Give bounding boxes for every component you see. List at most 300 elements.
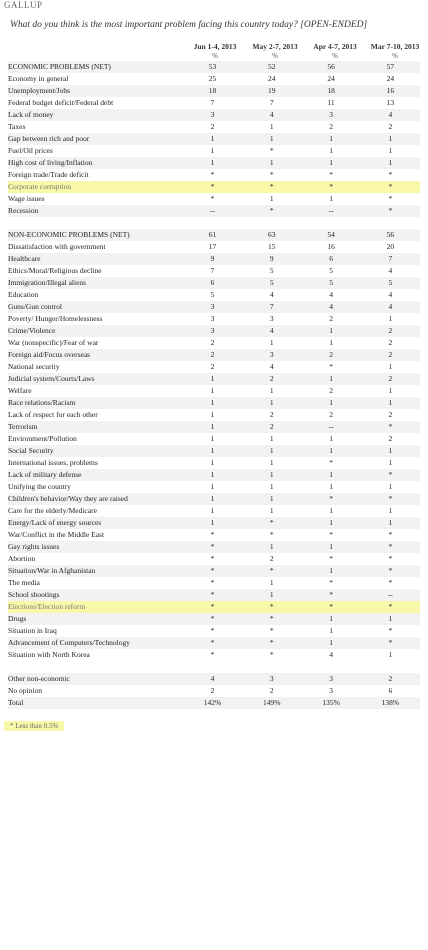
cell-value: 1 — [329, 518, 333, 527]
cell-value: * — [388, 494, 393, 503]
cell-value: 1 — [329, 158, 333, 167]
cell-value: 4 — [329, 290, 333, 299]
cell-value: * — [388, 578, 393, 587]
table-row — [8, 265, 420, 277]
cell-value: 1 — [210, 410, 215, 419]
row-label: Drugs — [8, 614, 27, 623]
row-label: Guns/Gun control — [8, 302, 62, 311]
table-row — [8, 505, 420, 517]
table-row — [8, 409, 420, 421]
cell-value: * — [269, 638, 274, 647]
cell-value: * — [329, 362, 333, 371]
row-label: Lack of money — [8, 110, 54, 119]
row-label: Foreign trade/Trade deficit — [8, 170, 89, 179]
row-label: Social Security — [8, 446, 54, 455]
cell-value: 1 — [388, 458, 393, 467]
cell-value: -- — [328, 422, 334, 431]
cell-value: 18 — [327, 86, 335, 95]
cell-value: * — [329, 602, 333, 611]
unit-label: % — [332, 52, 338, 60]
cell-value: 1 — [269, 542, 274, 551]
cell-value: 2 — [329, 350, 333, 359]
col-header-2: May 2-7, 2013 — [252, 42, 298, 51]
cell-value: 2 — [329, 314, 333, 323]
cell-value: * — [210, 614, 215, 623]
cell-value: 7 — [388, 254, 393, 263]
cell-value: 1 — [388, 614, 393, 623]
row-label: Children's behavior/Way they are raised — [8, 494, 128, 503]
cell-value: 1 — [210, 506, 215, 515]
cell-value: * — [269, 170, 274, 179]
cell-value: 15 — [268, 242, 276, 251]
cell-value: 1 — [269, 590, 274, 599]
cell-value: 1 — [329, 614, 333, 623]
row-label: Crime/Violence — [8, 326, 56, 335]
row-label: War/Conflict in the Middle East — [8, 530, 105, 539]
cell-value: 2 — [388, 374, 393, 383]
table-row — [8, 349, 420, 361]
row-label: Situation with North Korea — [8, 650, 90, 659]
cell-value: 13 — [386, 98, 395, 107]
cell-value: * — [388, 194, 393, 203]
cell-value: 5 — [388, 278, 393, 287]
cell-value: * — [329, 578, 333, 587]
cell-value: * — [388, 422, 393, 431]
cell-value: 5 — [269, 278, 274, 287]
table-row — [8, 601, 420, 613]
cell-value: * — [329, 182, 333, 191]
cell-value: 2 — [210, 338, 215, 347]
table-row — [8, 361, 420, 373]
cell-value: 17 — [208, 242, 217, 251]
column-headers — [8, 42, 428, 51]
cell-value: 4 — [388, 290, 393, 299]
cell-value: 24 — [327, 74, 335, 83]
cell-value: 2 — [388, 326, 393, 335]
table-row — [8, 373, 420, 385]
row-label: Corporate corruption — [8, 182, 72, 191]
cell-value: 1 — [329, 638, 333, 647]
cell-value: * — [269, 602, 274, 611]
cell-value: 1 — [329, 326, 333, 335]
row-label: Unifying the country — [8, 482, 71, 491]
cell-value: 1 — [329, 542, 333, 551]
cell-value: 2 — [210, 362, 215, 371]
row-label: Unemployment/Jobs — [8, 86, 71, 95]
cell-value: 2 — [388, 434, 393, 443]
cell-value: 1 — [269, 482, 274, 491]
cell-value: * — [269, 206, 274, 215]
row-label: Situation in Iraq — [8, 626, 57, 635]
table-row — [8, 385, 420, 397]
table-row — [8, 193, 420, 205]
cell-value: 135% — [322, 698, 340, 707]
cell-value: -- — [210, 206, 216, 215]
cell-value: 16 — [327, 242, 335, 251]
row-label: Wage issues — [8, 194, 45, 203]
cell-value: 2 — [329, 122, 333, 131]
cell-value: * — [210, 578, 215, 587]
row-label: National security — [8, 362, 60, 371]
cell-value: 149% — [263, 698, 281, 707]
cell-value: 1 — [269, 158, 274, 167]
cell-value: 1 — [388, 506, 393, 515]
cell-value: 1 — [388, 398, 393, 407]
cell-value: 142% — [203, 698, 222, 707]
cell-value: 1 — [329, 434, 333, 443]
cell-value: 4 — [329, 302, 333, 311]
row-label: Education — [8, 290, 39, 299]
cell-value: 4 — [388, 266, 393, 275]
cell-value: * — [210, 626, 215, 635]
table-row — [8, 337, 420, 349]
cell-value: 5 — [210, 290, 215, 299]
row-label: War (nonspecific)/Fear of war — [8, 338, 99, 347]
cell-value: * — [329, 590, 333, 599]
cell-value: * — [388, 566, 393, 575]
cell-value: 11 — [327, 98, 335, 107]
cell-value: * — [210, 542, 215, 551]
cell-value: -- — [387, 590, 393, 599]
cell-value: * — [329, 554, 333, 563]
cell-value: 56 — [327, 62, 335, 71]
cell-value: 4 — [210, 674, 215, 683]
cell-value: * — [329, 170, 333, 179]
cell-value: 2 — [329, 386, 333, 395]
col-header-1: Jun 1-4, 2013 — [193, 42, 237, 51]
cell-value: 1 — [388, 518, 393, 527]
cell-value: 2 — [210, 122, 215, 131]
cell-value: 2 — [388, 350, 393, 359]
cell-value: * — [329, 494, 333, 503]
cell-value: 1 — [329, 446, 333, 455]
table-row — [8, 565, 420, 577]
cell-value: 1 — [210, 386, 215, 395]
cell-value: * — [388, 554, 393, 563]
cell-value: 1 — [388, 482, 393, 491]
row-label: The media — [8, 578, 40, 587]
table-row — [8, 109, 420, 121]
cell-value: 1 — [388, 314, 393, 323]
cell-value: * — [210, 638, 215, 647]
cell-value: 7 — [210, 266, 215, 275]
row-label: Immigration/Illegal aliens — [8, 278, 87, 287]
cell-value: 1 — [210, 158, 215, 167]
cell-value: 2 — [329, 410, 333, 419]
row-label: Foreign aid/Focus overseas — [8, 350, 91, 359]
cell-value: * — [210, 602, 215, 611]
cell-value: 1 — [210, 134, 215, 143]
cell-value: * — [269, 146, 274, 155]
row-label: No opinion — [8, 686, 42, 695]
cell-value: * — [269, 650, 274, 659]
unit-label: % — [212, 52, 218, 60]
cell-value: 1 — [269, 506, 274, 515]
cell-value: 3 — [210, 110, 215, 119]
cell-value: 1 — [269, 134, 274, 143]
cell-value: 1 — [329, 134, 333, 143]
cell-value: * — [388, 530, 393, 539]
table-row — [8, 73, 420, 85]
cell-value: * — [210, 566, 215, 575]
table-row — [8, 253, 420, 265]
cell-value: 3 — [269, 674, 274, 683]
cell-value: 1 — [329, 506, 333, 515]
cell-value: 5 — [329, 266, 333, 275]
cell-value: * — [388, 602, 393, 611]
cell-value: * — [269, 518, 274, 527]
cell-value: 57 — [386, 62, 395, 71]
unit-label: % — [392, 52, 398, 60]
cell-value: 1 — [388, 362, 393, 371]
cell-value: 2 — [388, 674, 393, 683]
cell-value: 61 — [208, 230, 217, 239]
cell-value: * — [210, 194, 215, 203]
cell-value: * — [269, 530, 274, 539]
cell-value: 1 — [388, 446, 393, 455]
cell-value: 16 — [386, 86, 395, 95]
row-label: International issues, problems — [8, 458, 98, 467]
cell-value: 1 — [269, 578, 274, 587]
cell-value: 1 — [210, 422, 215, 431]
table-row — [8, 637, 420, 649]
table-row — [8, 169, 420, 181]
cell-value: 19 — [268, 86, 276, 95]
cell-value: 4 — [269, 362, 274, 371]
table-row — [8, 625, 420, 637]
cell-value: 3 — [269, 350, 274, 359]
cell-value: 1 — [210, 482, 215, 491]
row-label: Terrorism — [8, 422, 38, 431]
cell-value: 1 — [329, 146, 333, 155]
table-row — [8, 481, 420, 493]
cell-value: 1 — [210, 374, 215, 383]
cell-value: 6 — [210, 278, 215, 287]
cell-value: -- — [328, 206, 334, 215]
cell-value: * — [388, 542, 393, 551]
cell-value: 2 — [210, 686, 215, 695]
cell-value: 1 — [329, 374, 333, 383]
row-label: Elections/Election reform — [8, 602, 86, 611]
table-row — [8, 301, 420, 313]
cell-value: * — [388, 170, 393, 179]
row-label: Gap between rich and poor — [8, 134, 90, 143]
cell-value: 1 — [210, 398, 215, 407]
cell-value: 1 — [269, 446, 274, 455]
row-label: School shootings — [8, 590, 60, 599]
cell-value: * — [388, 638, 393, 647]
row-label: Situation/War in Afghanistan — [8, 566, 96, 575]
cell-value: 3 — [269, 314, 274, 323]
table-row — [8, 493, 420, 505]
cell-value: * — [388, 470, 393, 479]
table-row — [8, 517, 420, 529]
cell-value: 1 — [269, 338, 274, 347]
unit-label: % — [272, 52, 278, 60]
col-header-3: Apr 4-7, 2013 — [313, 42, 357, 51]
cell-value: 1 — [269, 398, 274, 407]
table-row — [8, 421, 420, 433]
cell-value: 63 — [268, 230, 276, 239]
row-label: Advancement of Computers/Technology — [8, 638, 130, 647]
cell-value: 5 — [269, 266, 274, 275]
cell-value: * — [269, 614, 274, 623]
cell-value: 4 — [269, 326, 274, 335]
cell-value: * — [388, 206, 393, 215]
cell-value: * — [210, 170, 215, 179]
row-label: Gay rights issues — [8, 542, 60, 551]
cell-value: 2 — [269, 554, 274, 563]
cell-value: 1 — [210, 470, 215, 479]
cell-value: 56 — [386, 230, 395, 239]
row-label: Federal budget deficit/Federal debt — [8, 98, 114, 107]
cell-value: 2 — [210, 350, 215, 359]
cell-value: 2 — [269, 422, 274, 431]
gallup-logo: GALLUP — [4, 0, 43, 10]
table-row — [8, 121, 420, 133]
cell-value: 1 — [329, 482, 333, 491]
cell-value: 1 — [329, 470, 333, 479]
row-label: Welfare — [8, 386, 32, 395]
cell-value: 1 — [269, 494, 274, 503]
row-label: Fuel/Oil prices — [8, 146, 53, 155]
row-label: Energy/Lack of energy sources — [8, 518, 102, 527]
cell-value: 2 — [269, 410, 274, 419]
cell-value: 2 — [388, 122, 393, 131]
row-label: Care for the elderly/Medicare — [8, 506, 97, 515]
row-label: Ethics/Moral/Religious decline — [8, 266, 102, 275]
cell-value: 1 — [210, 446, 215, 455]
table-row — [8, 85, 420, 97]
cell-value: 4 — [269, 110, 274, 119]
cell-value: 9 — [269, 254, 274, 263]
cell-value: 138% — [381, 698, 400, 707]
table-row — [8, 325, 420, 337]
cell-value: 3 — [210, 326, 215, 335]
cell-value: 1 — [269, 122, 274, 131]
cell-value: 1 — [388, 134, 393, 143]
cell-value: 7 — [269, 302, 274, 311]
cell-value: * — [210, 650, 215, 659]
row-label: Economy in general — [8, 74, 69, 83]
cell-value: 4 — [269, 290, 274, 299]
cell-value: 1 — [210, 494, 215, 503]
table-row — [8, 205, 420, 217]
table-row — [8, 313, 420, 325]
cell-value: 24 — [268, 74, 276, 83]
table-row — [8, 277, 420, 289]
row-label: Abortion — [8, 554, 36, 563]
cell-value: 4 — [329, 650, 333, 659]
row-label: Environment/Pollution — [8, 434, 77, 443]
table-row — [8, 589, 420, 601]
table-row — [8, 397, 420, 409]
cell-value: 2 — [269, 686, 274, 695]
row-label: Race relations/Racism — [8, 398, 76, 407]
cell-value: 1 — [210, 458, 215, 467]
cell-value: * — [329, 530, 333, 539]
row-label: Taxes — [8, 122, 26, 131]
cell-value: 4 — [388, 110, 393, 119]
cell-value: * — [210, 590, 215, 599]
table-row — [8, 433, 420, 445]
section-gap — [0, 661, 428, 673]
table-row — [8, 97, 420, 109]
row-label: Poverty/ Hunger/Homelessness — [8, 314, 103, 323]
question-text: What do you think is the most important problem facing this country today? [OPEN-ENDED] — [10, 20, 368, 30]
cell-value: 3 — [329, 110, 333, 119]
table-row — [8, 649, 420, 661]
cell-value: 18 — [208, 86, 217, 95]
cell-value: 1 — [329, 566, 333, 575]
cell-value: 24 — [386, 74, 395, 83]
table-row — [8, 229, 420, 241]
cell-value: 1 — [388, 158, 393, 167]
cell-value: * — [269, 626, 274, 635]
section-gap — [0, 217, 428, 229]
cell-value: 5 — [329, 278, 333, 287]
table-row — [8, 157, 420, 169]
cell-value: 25 — [208, 74, 217, 83]
cell-value: 1 — [329, 338, 333, 347]
table-row — [8, 577, 420, 589]
cell-value: * — [210, 530, 215, 539]
row-label: Judicial system/Courts/Laws — [8, 374, 95, 383]
cell-value: 1 — [329, 194, 333, 203]
col-header-4: Mar 7-10, 2013 — [370, 42, 420, 51]
cell-value: 1 — [269, 434, 274, 443]
table-row — [8, 445, 420, 457]
table-row — [8, 613, 420, 625]
row-label: Lack of respect for each other — [8, 410, 98, 419]
row-label: High cost of living/Inflation — [8, 158, 93, 167]
cell-value: 3 — [329, 674, 333, 683]
cell-value: 52 — [268, 62, 276, 71]
cell-value: * — [388, 182, 393, 191]
table-row — [8, 553, 420, 565]
cell-value: * — [329, 458, 333, 467]
cell-value: 2 — [388, 338, 393, 347]
table-row — [8, 469, 420, 481]
cell-value: 3 — [210, 314, 215, 323]
cell-value: 2 — [388, 410, 393, 419]
cell-value: 9 — [210, 254, 215, 263]
row-label: Other non-economic — [8, 674, 70, 683]
cell-value: * — [269, 182, 274, 191]
row-label: Total — [8, 698, 24, 707]
cell-value: 1 — [210, 434, 215, 443]
cell-value: 20 — [386, 242, 395, 251]
cell-value: * — [210, 182, 215, 191]
table-row — [8, 181, 420, 193]
cell-value: 6 — [329, 254, 333, 263]
table-row — [8, 529, 420, 541]
cell-value: 1 — [329, 626, 333, 635]
table-row — [8, 541, 420, 553]
table-row — [8, 697, 420, 709]
cell-value: 1 — [269, 458, 274, 467]
cell-value: * — [269, 566, 274, 575]
cell-value: 6 — [388, 686, 393, 695]
cell-value: 7 — [269, 98, 274, 107]
row-label: NON-ECONOMIC PROBLEMS (NET) — [8, 230, 130, 239]
cell-value: 1 — [388, 146, 393, 155]
table-row — [8, 673, 420, 685]
cell-value: 1 — [329, 398, 333, 407]
cell-value: 54 — [327, 230, 335, 239]
row-label: Recession — [8, 206, 39, 215]
cell-value: 2 — [269, 374, 274, 383]
